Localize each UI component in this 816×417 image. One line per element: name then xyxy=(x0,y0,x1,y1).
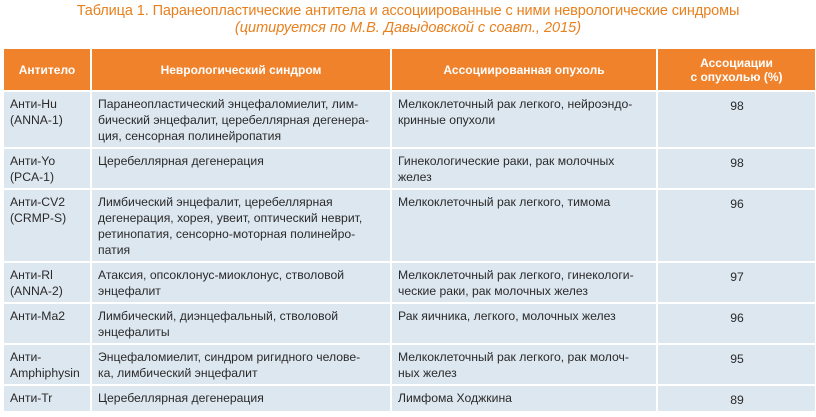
cell-line: Гинекологические раки, рак молочных xyxy=(398,154,615,168)
cell-tumor xyxy=(391,262,657,303)
cell-antibody xyxy=(3,91,91,148)
table-row xyxy=(3,344,816,385)
cell-tumor xyxy=(391,91,657,148)
cell-line: ретинопатия, сенсорно-моторная полинейро- xyxy=(98,227,356,241)
cell-tumor xyxy=(391,148,657,189)
table-row xyxy=(3,385,816,412)
header-association xyxy=(657,48,816,91)
cell-syndrome xyxy=(91,148,391,189)
cell-line: Мелкоклеточный рак легкого, гинекологи- xyxy=(398,268,634,282)
cell-antibody xyxy=(3,303,91,344)
table-row xyxy=(3,189,816,262)
cell-line: бический энцефалит, церебеллярная дегенера- xyxy=(98,113,369,127)
cell-antibody xyxy=(3,189,91,262)
cell-line: (CRMP-S) xyxy=(10,211,67,225)
cell-line: Рак яичника, легкого, молочных желез xyxy=(398,309,616,323)
cell-association: 96 xyxy=(657,303,816,344)
cell-line: Анти-Yo xyxy=(10,154,56,168)
cell-line: ных желез xyxy=(398,366,457,380)
header-syndrome: Неврологический синдром xyxy=(91,48,391,91)
header-row xyxy=(3,48,816,91)
cell-tumor xyxy=(391,344,657,385)
cell-association: 89 xyxy=(657,385,816,412)
table-row xyxy=(3,303,816,344)
cell-line: Мелкоклеточный рак легкого, тимома xyxy=(398,195,611,209)
header-association-line2: с опухолью (%) xyxy=(690,69,783,84)
cell-line: ция, сенсорная полинейропатия xyxy=(98,129,282,143)
cell-antibody xyxy=(3,385,91,412)
cell-line: Анти-Hu xyxy=(10,97,57,111)
header-association-line1: Ассоциации xyxy=(700,55,773,70)
cell-line: патия xyxy=(98,243,131,257)
table-caption xyxy=(0,0,816,44)
cell-line: Анти-Rl xyxy=(10,268,53,282)
cell-line: (ANNA-1) xyxy=(10,113,63,127)
cell-line: дегенерация, хорея, увеит, оптический неврит, xyxy=(98,211,363,225)
cell-syndrome xyxy=(91,189,391,262)
cell-syndrome xyxy=(91,344,391,385)
cell-syndrome xyxy=(91,91,391,148)
cell-association: 95 xyxy=(657,344,816,385)
cell-line: Церебеллярная дегенерация xyxy=(98,154,264,168)
cell-line: кринные опухоли xyxy=(398,113,496,127)
cell-line: (PCA-1) xyxy=(10,170,55,184)
antibody-table xyxy=(2,47,816,413)
table-citation: (цитируется по М.В. Давыдовской с соавт., 2015) xyxy=(234,20,582,36)
table-row xyxy=(3,262,816,303)
cell-line: Энцефаломиелит, синдром ригидного челове- xyxy=(98,350,361,364)
header-antibody: Антитело xyxy=(3,48,91,91)
cell-tumor xyxy=(391,189,657,262)
cell-tumor xyxy=(391,385,657,412)
cell-line: Мелкоклеточный рак легкого, нейроэндо- xyxy=(398,97,633,111)
cell-syndrome xyxy=(91,303,391,344)
cell-association: 98 xyxy=(657,148,816,189)
cell-antibody xyxy=(3,344,91,385)
table-title: Таблица 1. Паранеопластические антитела и ассоциированные с ними неврологические синдромы xyxy=(76,3,740,19)
cell-line: Анти-Tr xyxy=(10,391,53,405)
cell-line: (ANNA-2) xyxy=(10,284,63,298)
cell-line: энцефалит xyxy=(98,284,161,298)
header-tumor: Ассоциированная опухоль xyxy=(391,48,657,91)
cell-line: Атаксия, опсоклонус-миоклонус, стволовой xyxy=(98,268,345,282)
cell-line: Анти-CV2 xyxy=(10,195,66,209)
cell-line: желез xyxy=(398,170,432,184)
table-row xyxy=(3,91,816,148)
cell-line: Церебеллярная дегенерация xyxy=(98,391,264,405)
cell-line: Amphiphysin xyxy=(10,366,80,380)
cell-antibody xyxy=(3,262,91,303)
cell-line: ка, лимбический энцефалит xyxy=(98,366,258,380)
table-body xyxy=(3,91,816,412)
cell-line: Лимбический, диэнцефальный, стволовой xyxy=(98,309,339,323)
cell-line: Лимбический энцефалит, церебеллярная xyxy=(98,195,333,209)
cell-association: 97 xyxy=(657,262,816,303)
cell-association: 98 xyxy=(657,91,816,148)
cell-line: Паранеопластический энцефаломиелит, лим- xyxy=(98,97,359,111)
cell-syndrome xyxy=(91,262,391,303)
cell-line: Анти-Ma2 xyxy=(10,309,66,323)
cell-line: ческие раки, рак молочных желез xyxy=(398,284,588,298)
cell-line: энцефалиты xyxy=(98,325,170,339)
cell-line: Лимфома Ходжкина xyxy=(398,391,512,405)
cell-syndrome xyxy=(91,385,391,412)
cell-tumor xyxy=(391,303,657,344)
cell-line: Мелкоклеточный рак легкого, рак молоч- xyxy=(398,350,629,364)
cell-association: 96 xyxy=(657,189,816,262)
table-row xyxy=(3,148,816,189)
cell-line: Анти- xyxy=(10,350,42,364)
cell-antibody xyxy=(3,148,91,189)
